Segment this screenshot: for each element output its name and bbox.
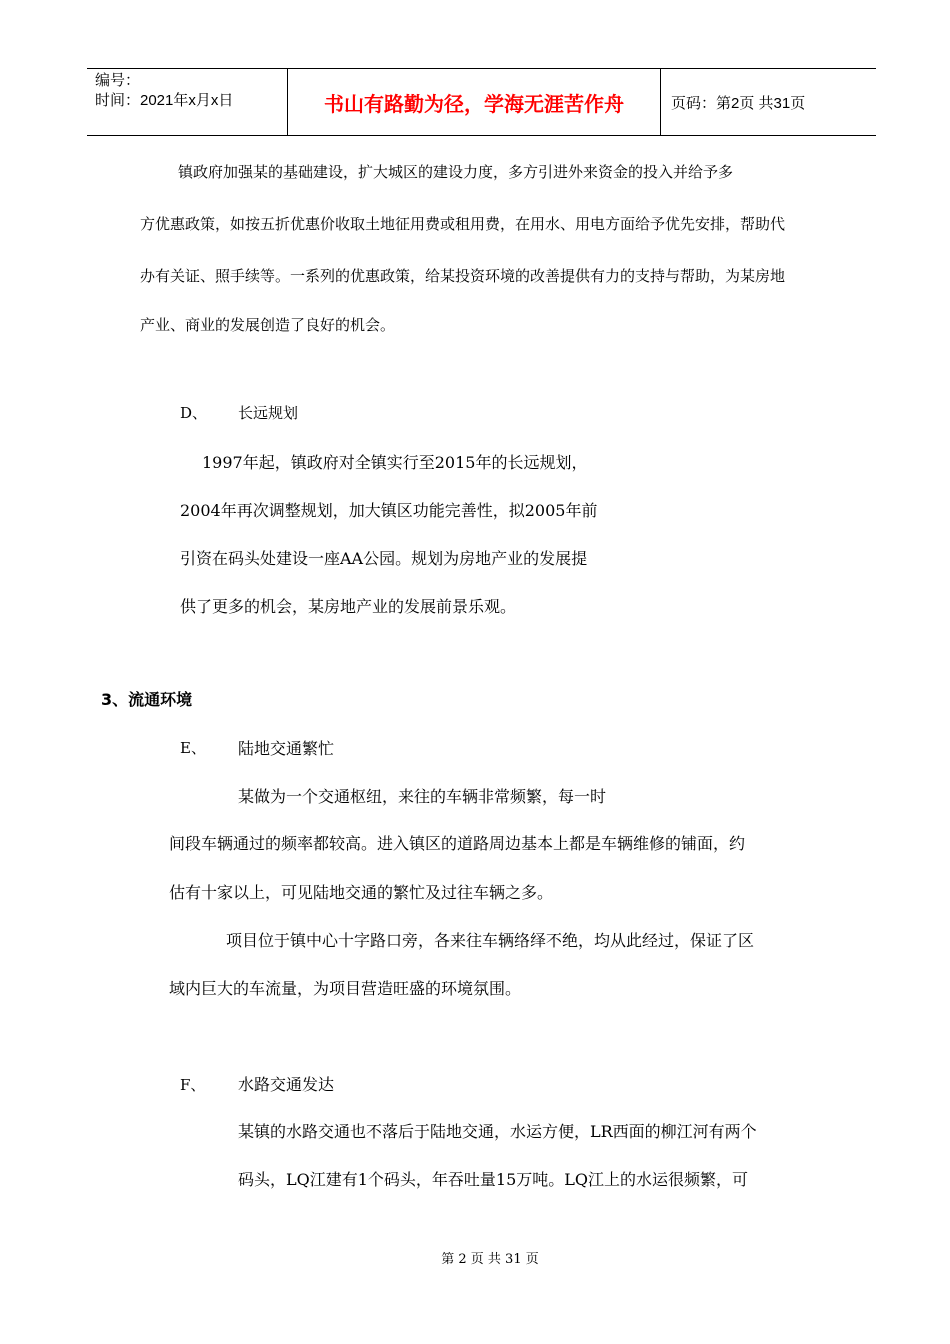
- section-f-line1: 某镇的水路交通也不落后于陆地交通，水运方便，LR西面的柳江河有两个: [238, 1122, 757, 1141]
- para1-line3: 办有关证、照手续等。一系列的优惠政策，给某投资环境的改善提供有力的支持与帮助，为某房地: [140, 267, 786, 285]
- section-e-line3: 估有十家以上，可见陆地交通的繁忙及过往车辆之多。: [169, 883, 554, 902]
- section-d-line1: 1997年起，镇政府对全镇实行至2015年的长远规划，: [202, 453, 588, 472]
- para1-line1: 镇政府加强某的基础建设，扩大城区的建设力度，多方引进外来资金的投入并给予多: [178, 163, 734, 181]
- section-f-marker: F、: [180, 1076, 206, 1094]
- header-motto: 书山有路勤为径，学海无涯苦作舟: [287, 69, 661, 135]
- section-e-line5: 域内巨大的车流量，为项目营造旺盛的环境氛围。: [169, 979, 522, 998]
- header-page-info: 页码：第2页 共31页: [671, 94, 806, 112]
- section-e-line4: 项目位于镇中心十字路口旁，各来往车辆络绎不绝，均从此经过，保证了区: [226, 931, 755, 950]
- page-header: [87, 68, 876, 136]
- section-e-marker: E、: [180, 739, 206, 757]
- section-e-title: 陆地交通繁忙: [238, 739, 335, 758]
- header-meta: [87, 69, 287, 135]
- section-d-line4: 供了更多的机会，某房地产业的发展前景乐观。: [180, 597, 517, 616]
- para1-line2: 方优惠政策，如按五折优惠价收取土地征用费或租用费，在用水、用电方面给予优先安排，帮助代: [140, 215, 786, 233]
- section-d-title: 长远规划: [238, 404, 299, 422]
- section-e-line2: 间段车辆通过的频率都较高。进入镇区的道路周边基本上都是车辆维修的铺面，约: [169, 834, 746, 853]
- section-d-marker: D、: [180, 404, 208, 422]
- document-time-label: 时间：2021年x月x日: [95, 92, 234, 109]
- section-e-line1: 某做为一个交通枢纽，来往的车辆非常频繁，每一时: [238, 787, 607, 806]
- section-3-heading: 3、流通环境: [101, 690, 193, 709]
- section-f-line2: 码头，LQ江建有1个码头，年吞吐量15万吨。LQ江上的水运很频繁，可: [238, 1170, 749, 1189]
- document-number-label: 编号：: [95, 72, 141, 89]
- para1-line4: 产业、商业的发展创造了良好的机会。: [140, 316, 396, 334]
- section-d-line3: 引资在码头处建设一座AA公园。规划为房地产业的发展提: [180, 549, 588, 568]
- section-d-line2: 2004年再次调整规划，加大镇区功能完善性，拟2005年前: [180, 501, 598, 520]
- section-f-title: 水路交通发达: [238, 1075, 335, 1094]
- page-footer: 第 2 页 共 31 页: [441, 1252, 539, 1267]
